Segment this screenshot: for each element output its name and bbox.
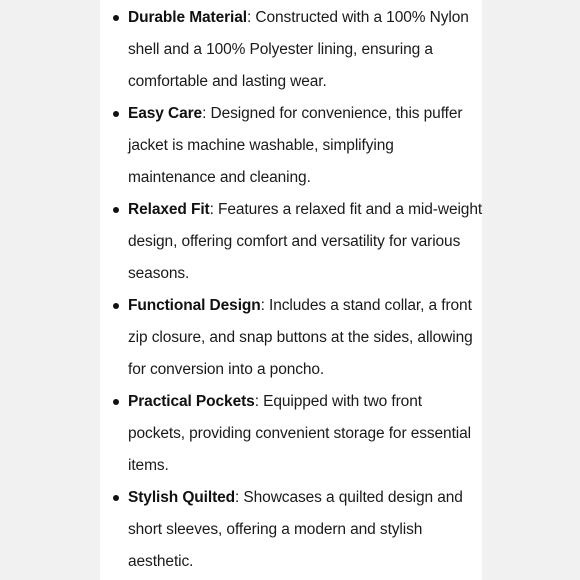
feature-name: Functional Design [128, 297, 261, 314]
feature-item [100, 194, 482, 290]
feature-text: for conversion into a poncho. [128, 361, 325, 378]
feature-item [100, 290, 482, 386]
feature-text: zip closure, and snap buttons at the sides, allowing [128, 329, 473, 346]
feature-line [128, 98, 482, 130]
feature-line [128, 194, 482, 226]
feature-item [100, 386, 482, 482]
bullet-icon [113, 207, 119, 213]
feature-list [100, 2, 482, 578]
feature-text: : Includes a stand collar, a front [260, 297, 472, 314]
feature-line [128, 290, 482, 322]
feature-text: design, offering comfort and versatility for various [128, 233, 461, 250]
feature-name: Stylish Quilted [128, 489, 236, 506]
feature-text: seasons. [128, 265, 190, 282]
feature-text: items. [128, 457, 169, 474]
feature-text: pockets, providing convenient storage for essential [128, 425, 471, 442]
feature-line [128, 482, 482, 514]
feature-text: : Showcases a quilted design and [235, 489, 463, 506]
bullet-icon [113, 303, 119, 309]
feature-text: : Equipped with two front [254, 393, 422, 410]
feature-text: : Designed for convenience, this puffer [202, 105, 463, 122]
feature-text: short sleeves, offering a modern and stylish [128, 521, 423, 538]
feature-text: comfortable and lasting wear. [128, 73, 327, 90]
feature-line [128, 2, 482, 34]
bullet-icon [113, 15, 119, 21]
feature-item [100, 482, 482, 578]
feature-text: : Features a relaxed fit and a mid-weight [209, 201, 483, 218]
feature-item [100, 98, 482, 194]
feature-item [100, 2, 482, 98]
description-panel [100, 0, 482, 580]
feature-name: Durable Material [128, 9, 247, 26]
bullet-icon [113, 111, 119, 117]
bullet-icon [113, 399, 119, 405]
feature-text: aesthetic. [128, 553, 194, 570]
bullet-icon [113, 495, 119, 501]
feature-line [128, 386, 482, 418]
feature-text: jacket is machine washable, simplifying [128, 137, 394, 154]
feature-name: Easy Care [128, 105, 203, 122]
feature-text: maintenance and cleaning. [128, 169, 311, 186]
feature-text: : Constructed with a 100% Nylon [247, 9, 469, 26]
feature-name: Relaxed Fit [128, 201, 210, 218]
feature-name: Practical Pockets [128, 393, 255, 410]
feature-text: shell and a 100% Polyester lining, ensuring a [128, 41, 433, 58]
